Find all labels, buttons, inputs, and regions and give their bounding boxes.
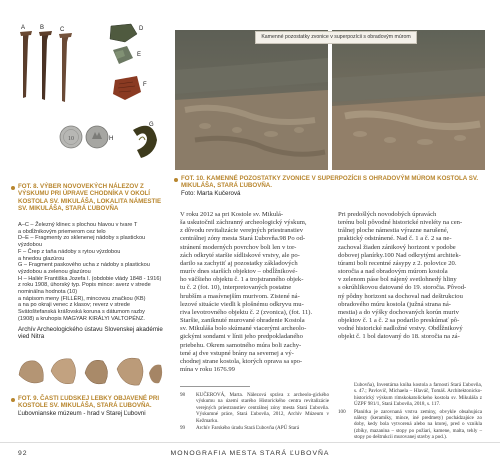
label-c: C <box>60 27 65 33</box>
caption-marker-icon <box>10 397 16 403</box>
nail-b <box>39 31 52 100</box>
footer-title: MONOGRAFIA MESTA STARÁ ĽUBOVŇA <box>170 450 330 457</box>
footnote-text: Archív Farského úradu Stará Ľubovňa (APÚ Stará <box>196 425 299 432</box>
figure-10-photo-credit: Foto: Marta Kučerová <box>181 189 241 197</box>
coin-h-obverse <box>60 126 82 148</box>
figure-9-skull-fragments <box>15 351 165 391</box>
figure-8-caption <box>18 183 166 213</box>
footnote-100 <box>338 409 482 441</box>
nail-a <box>20 31 32 98</box>
footer-rule <box>0 442 500 443</box>
figure-8-source: Archív Archeologického ústavu Slovenskej akadémie vied Nitra <box>18 326 163 341</box>
page-number: 92 <box>18 450 28 457</box>
footnote-99-continued <box>338 382 482 408</box>
footnote-number: 100 <box>338 408 346 415</box>
label-g: G <box>149 122 154 128</box>
label-h: H <box>109 136 114 142</box>
footnotes-left <box>180 392 329 431</box>
figure-8-title: FOT. 8. VÝBER NOVOVEKÝCH NÁLEZOV Z VÝSKUMU PRI ÚPRAVE CHODNÍKA V OKOLÍ KOSTOLA SV. MIKULÁŠA, LOKALITA NÁMESTIE SV. MIKULÁŠA, STARÁ ĽUBOVŇA <box>18 183 162 213</box>
footnote-98 <box>180 392 329 424</box>
artifacts-illustration <box>15 22 162 180</box>
footnote-divider <box>180 386 250 387</box>
nail-c <box>59 33 72 102</box>
annotation-text: Kamenné pozostatky zvonice v superpozícii s obradovým múrom <box>261 34 411 40</box>
label-f: F <box>143 82 147 88</box>
label-b: B <box>40 25 45 31</box>
figure-9-title: FOT. 9. ČASTI ĽUDSKEJ LEBKY OBJAVENÉ PRI KOSTOLE SV. MIKULÁŠA, STARÁ ĽUBOVŇA. <box>18 395 160 410</box>
footnote-number: 99 <box>180 425 186 432</box>
footnote-99 <box>180 425 329 431</box>
body-column-2: Pri predošlých novodobých úpravách terénu boli pôvodné historické niveléty na cen- trálnej ploche námestia výrazne narušené, praktický odstránené. Nad č. 1 a č. 2 sa ne- zachoval žiaden zánikový horizont v podobe dobovej planírky.100 Nad odkrytými architek- túrami boli recentné zásypy z 2. polovice 20. storočia a nad obradovým múrom kostola v zelenom páse bol nájený svetlohnedý hliny s okrúhlikovou datované do 19. storočia. Pôvod- ný pôdny horizont sa dochoval nad deštrukciou obradového múru kostola (južná strana ná- mestia) a do výšky dochovaných korún muriv objektov č. 1 a č. 2 sa podarilo preskúmať pô- vodné historické nadložné vrstvy. Obdĺžnikový objekt č. 1 bol datovaný do 18. storočia na zá- <box>338 211 467 341</box>
body-column-1: V roku 2012 sa pri Kostole sv. Mikulá- ša uskutočnil záchranný archeologický výskum, z dôvodu revitalizácie verejných priestranstiev centrálnej zóny mesta Stará Ľubovňa.98 Po od- stránení moderných povrchov boli len v tor- zách odkryté staršie sídliskové vrstvy, ale po- darilo sa zachytiť aj pozostatky základových murív dnes starších objektov – obdĺžnikové- ho väčšieho objektu č. 1 a trojstranného objek- tu č. 2 (fot. 10), interpretovaných postatne hrubším a masívnejším murivom. Zistené ná- lezové situácie viedli k plošnému odkryvu mu- riva levotrovného objektu č. 2 (zvonica), (fot. 11). Staršie, zaniknuté murované ohradenie Kostola sv. Mikuláša bolo skúmané viacerými archeolo- gickými sondami v línii jeho predpokladaného priebehu. Okrem samotného múra boli zachy- tené aj dve vstupné brány na severnej a vý- chodnej strane kostola, ktorých oprava sa spo- mína v roku 1676.99 <box>180 211 313 373</box>
figure-8-legend: A–C – Železný klinec s plochou hlavou v tvare T a obdĺžnikovým priemerom cez telo D–E – Fragmenty zo sklenenej nádoby s plastickou výzdobou F – Črep z taňa nádoby s rytou výzdobou a hnedou glazúrou G – Fragment paskového ucha z nádoby s plastickou výzdobou a zelenou glazúrou H – Haliér Františka Jozefa I. (obdobie vlády 1848 - 1916) z roku 1908, úhorský typ. Popis mince: averz v strede nominálna hodnota (10) a nápisom meny (FILLÉR), mincovou značkou (KB) a na po okraji venec z klasov; reverz v strede Svätoštefanská kráľovská koruna s dátumom razby (1908) a kruhopis MAGYAR KIRÁLYI VALTOPÉNZ. <box>18 222 162 322</box>
handle-fragment-g <box>133 126 157 158</box>
figure-10-title: FOT. 10. KAMENNÉ POZOSTATKY ZVONICE V SUPERPOZÍCII S OHRADOVÝM MÚROM KOSTOLA SV. MIKULÁŠA, STARÁ ĽUBOVŇA. <box>181 175 479 190</box>
footnote-number: 98 <box>180 392 186 398</box>
figure-10-caption <box>181 175 481 197</box>
footnotes-right <box>338 382 482 441</box>
svg-text:10: 10 <box>68 136 74 142</box>
label-e: E <box>137 52 142 58</box>
sherd-f <box>113 76 141 100</box>
coin-h-reverse <box>86 126 108 148</box>
figure-9-source: Ľubovnianske múzeum - hrad v Starej Ľubovni <box>18 409 146 417</box>
caption-marker-icon <box>173 177 179 183</box>
figure-9-caption <box>18 395 168 417</box>
figure-8-artifacts <box>15 22 162 180</box>
caption-marker-icon <box>10 185 16 191</box>
label-a: A <box>21 25 26 31</box>
footnote-text: Planírka je zarovnaná vrstva zeminy, obvykle obsahujúca nálezy (keramiky, mince, iné predmety) pochádzajúce zo doby, kedy bola vytvorená alebo na ktorej, pred o vznikla (zbíky, mazanina – stopy po požiari, kamene, malta, tehly – stopy po deštrukcii murovanej stavby a pod.). <box>354 408 482 441</box>
footnote-text: Ľubovňa), Inventárna kniha kostola a farnosti Stará Ľubovňa, s. 47.; Pavlovič, Michaela – Hlaváč, Tomáš. Architektonicko-historický výskum rímskokatolíckeho kostola sv. Mikuláša z ÚZPF 981/1, Stará Ľubovňa, 2018, s. 117. <box>354 382 482 408</box>
footnote-text: KUČEROVÁ, Marta. Nálezová správa z archeolo-gického výskumu na území starého Historického centra revitalizácie verejných priestranstiev centrálnej zóny mesta Stará Ľubovňa. Výskumné práce, Stará Ľubovňa, 2012, Archív Múzeum v Kežmarku. <box>196 392 329 424</box>
label-d: D <box>139 26 144 32</box>
figure-10-photos <box>175 30 485 170</box>
figure-10-annotation <box>255 31 417 44</box>
glass-fragment-d <box>110 24 137 42</box>
